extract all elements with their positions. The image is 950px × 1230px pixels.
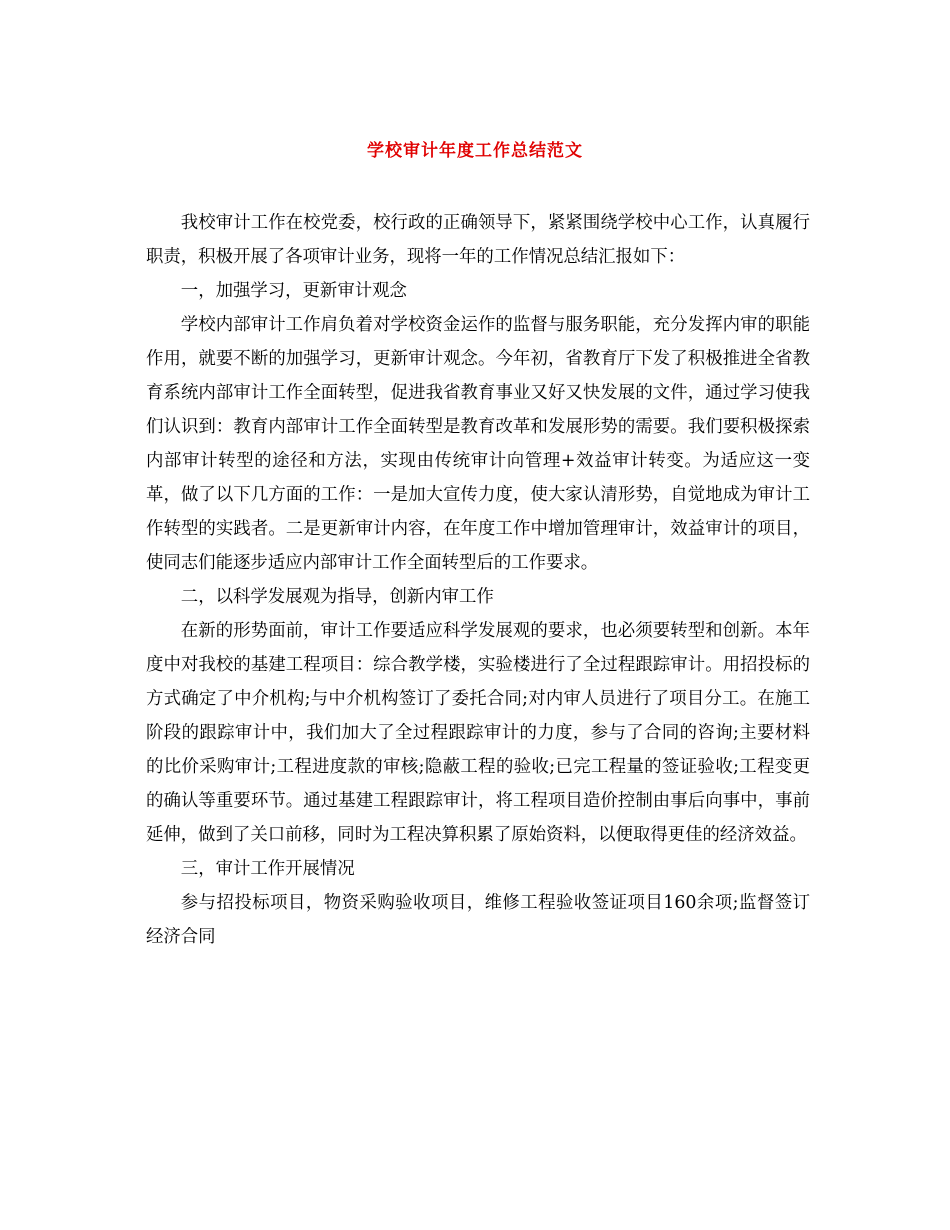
document-body bbox=[146, 206, 810, 954]
document-title: 学校审计年度工作总结范文 bbox=[367, 141, 583, 161]
section-heading-1: 一，加强学习，更新审计观念 bbox=[180, 281, 407, 301]
intro-paragraph: 我校审计工作在校党委，校行政的正确领导下，紧紧围绕学校中心工作，认真履行职责，积极开展了各项审计业务，现将一年的工作情况总结汇报如下： bbox=[146, 213, 810, 267]
body-paragraph: 参与招投标项目，物资采购验收项目，维修工程验收签证项目160余项;监督签订经济合同 bbox=[146, 893, 810, 947]
section-heading-3: 三，审计工作开展情况 bbox=[180, 859, 355, 879]
section-heading-2: 二，以科学发展观为指导，创新内审工作 bbox=[180, 587, 494, 607]
body-paragraph: 学校内部审计工作肩负着对学校资金运作的监督与服务职能，充分发挥内审的职能作用，就要不断的加强学习，更新审计观念。今年初，省教育厅下发了积极推进全省教育系统内部审计工作全面转型，促进我省教育事业又好又快发展的文件，通过学习使我们认识到：教育内部审计工作全面转型是教育改革和发展形势的需要。我们要积极探索内部审计转型的途径和方法，实现由传统审计向管理+效益审计转变。为适应这一变革，做了以下几方面的工作：一是加大宣传力度，使大家认清形势，自觉地成为审计工作转型的实践者。二是更新审计内容，在年度工作中增加管理审计，效益审计的项目，使同志们能逐步适应内部审计工作全面转型后的工作要求。 bbox=[146, 315, 810, 573]
body-paragraph: 在新的形势面前，审计工作要适应科学发展观的要求，也必须要转型和创新。本年度中对我校的基建工程项目：综合教学楼，实验楼进行了全过程跟踪审计。用招投标的方式确定了中介机构;与中介机构签订了委托合同;对内审人员进行了项目分工。在施工阶段的跟踪审计中，我们加大了全过程跟踪审计的力度，参与了合同的咨询;主要材料的比价采购审计;工程进度款的审核;隐蔽工程的验收;已完工程量的签证验收;工程变更的确认等重要环节。通过基建工程跟踪审计，将工程项目造价控制由事后向事中，事前延伸，做到了关口前移，同时为工程决算积累了原始资料，以便取得更佳的经济效益。 bbox=[146, 621, 810, 845]
